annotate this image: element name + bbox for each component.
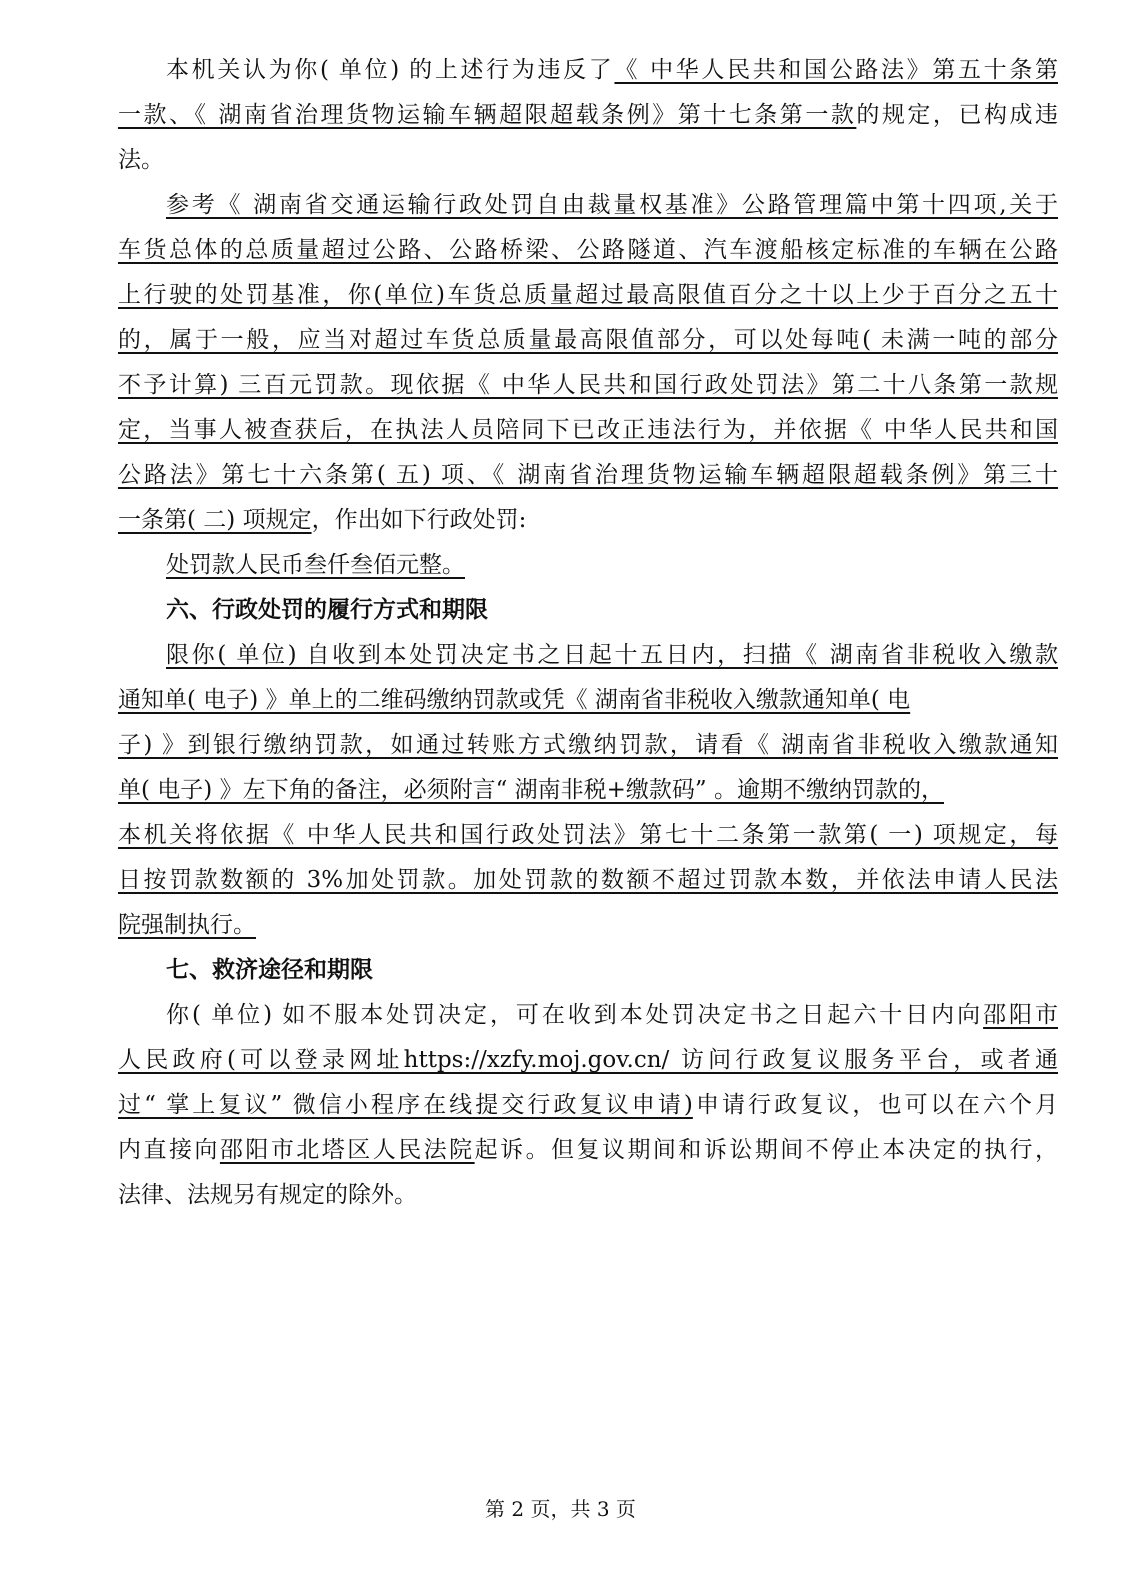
text-line: 上行驶的处罚基准，你(单位)车货总质量超过最高限值百分之十以上少于百分之五十 (118, 282, 1058, 308)
text-line: 本机关将依据《 中华人民共和国行政处罚法》第七十二条第一款第( 一) 项规定，每 (118, 822, 1058, 848)
text-line: 日按罚款数额的 3%加处罚款。加处罚款的数额不超过罚款本数，并依法申请人民法 (118, 867, 1058, 893)
text-line: 公路法》第七十六条第( 五) 项、《 湖南省治理货物运输车辆超限超载条例》第三十 (118, 462, 1058, 488)
text-line: 不予计算) 三百元罚款。现依据《 中华人民共和国行政处罚法》第二十八条第一款规 (118, 372, 1058, 398)
text-line: 一条第( 二) 项规定，作出如下行政处罚: (118, 507, 527, 533)
text-line: 院强制执行。 (118, 912, 256, 938)
text-line: 处罚款人民币叁仟叁佰元整。 (166, 552, 465, 578)
text-line: 法律、法规另有规定的除外。 (118, 1182, 417, 1208)
text-line: 车货总体的总质量超过公路、公路桥梁、公路隧道、汽车渡船核定标准的车辆在公路 (118, 237, 1058, 263)
text-line: 本机关认为你( 单位) 的上述行为违反了《 中华人民共和国公路法》第五十条第 (166, 57, 1058, 83)
text-line: 一款、《 湖南省治理货物运输车辆超限超载条例》第十七条第一款的规定，已构成违 (118, 102, 1059, 128)
section-heading: 六、行政处罚的履行方式和期限 (166, 596, 488, 623)
section-heading: 七、救济途径和期限 (166, 956, 373, 983)
text-line: 子) 》到银行缴纳罚款，如通过转账方式缴纳罚款，请看《 湖南省非税收入缴款通知 (118, 732, 1058, 758)
text-line: 过“ 掌上复议” 微信小程序在线提交行政复议申请)申请行政复议，也可以在六个月 (118, 1092, 1058, 1118)
text-line: 参考《 湖南省交通运输行政处罚自由裁量权基准》公路管理篇中第十四项,关于 (166, 192, 1058, 218)
text-line: 内直接向邵阳市北塔区人民法院起诉。但复议期间和诉讼期间不停止本决定的执行， (118, 1137, 1059, 1163)
text-line: 定，当事人被查获后，在执法人员陪同下已改正违法行为，并依据《 中华人民共和国 (118, 417, 1058, 443)
text-line: 单( 电子) 》左下角的备注，必须附言“ 湖南非税+缴款码” 。逾期不缴纳罚款的， (118, 777, 944, 803)
text-line: 的，属于一般，应当对超过车货总质量最高限值部分，可以处每吨( 未满一吨的部分 (118, 327, 1058, 353)
text-line: 人民政府(可以登录网址https://xzfy.moj.gov.cn/ 访问行政复议服务平台，或者通 (118, 1047, 1058, 1073)
text-line: 通知单( 电子) 》单上的二维码缴纳罚款或凭《 湖南省非税收入缴款通知单( 电 (118, 687, 911, 713)
text-line: 限你( 单位) 自收到本处罚决定书之日起十五日内，扫描《 湖南省非税收入缴款 (166, 642, 1058, 668)
text-line: 法。 (118, 147, 164, 173)
text-line: 你( 单位) 如不服本处罚决定，可在收到本处罚决定书之日起六十日内向邵阳市 (166, 1002, 1059, 1028)
page-footer: 第 2 页，共 3 页 (485, 1497, 636, 1521)
